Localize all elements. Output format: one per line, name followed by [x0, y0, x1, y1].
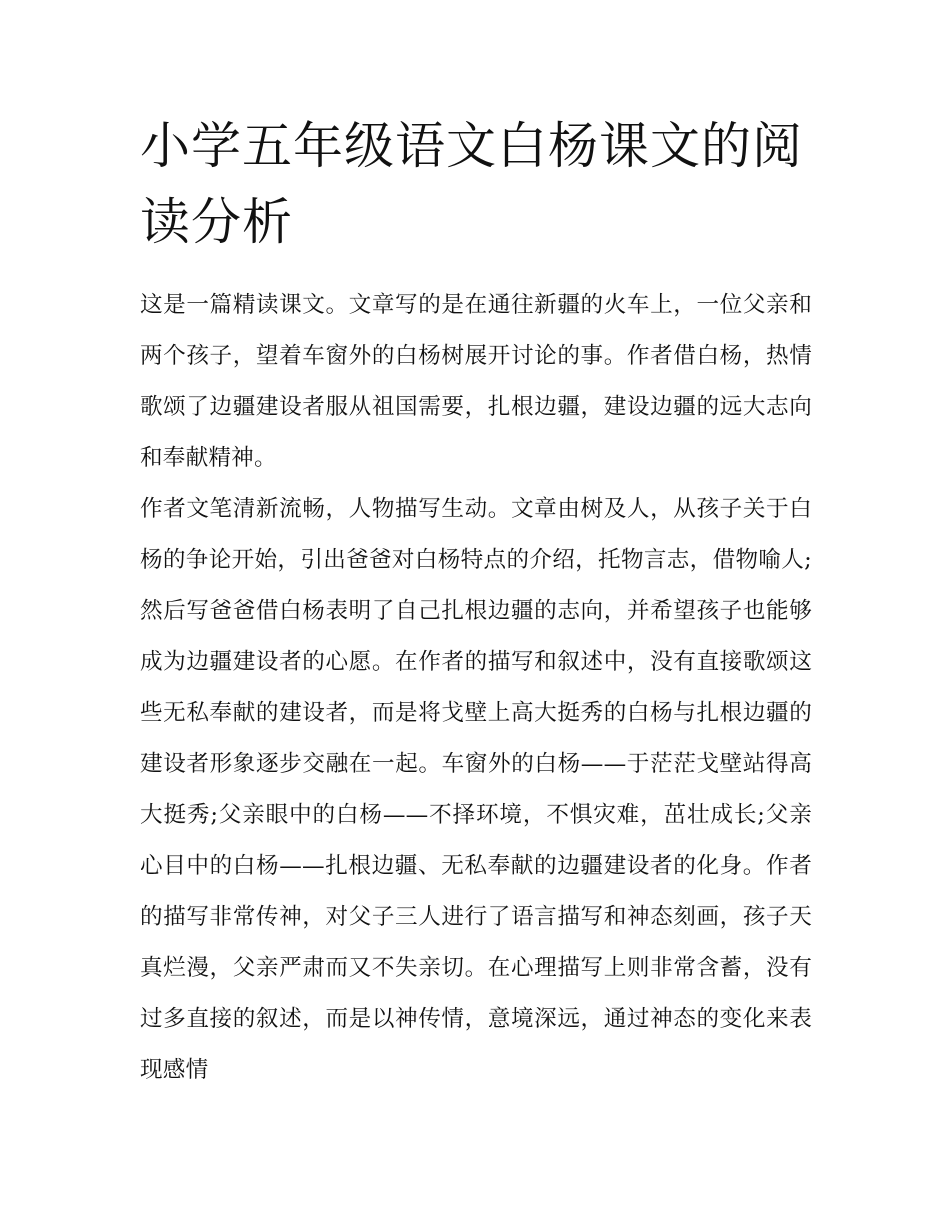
- paragraph-analysis: 作者文笔清新流畅，人物描写生动。文章由树及人，从孩子关于白杨的争论开始，引出爸爸对白杨特点的介绍，托物言志，借物喻人;然后写爸爸借白杨表明了自己扎根边疆的志向，并希望孩子也能够成为边疆建设者的心愿。在作者的描写和叙述中，没有直接歌颂这些无私奉献的建设者，而是将戈壁上高大挺秀的白杨与扎根边疆的建设者形象逐步交融在一起。车窗外的白杨——于茫茫戈壁站得高大挺秀;父亲眼中的白杨——不择环境，不惧灾难，茁壮成长;父亲心目中的白杨——扎根边疆、无私奉献的边疆建设者的化身。作者的描写非常传神，对父子三人进行了语言描写和神态刻画，孩子天真烂漫，父亲严肃而又不失亲切。在心理描写上则非常含蓄，没有过多直接的叙述，而是以神传情，意境深远，通过神态的变化来表现感情: [140, 496, 812, 1083]
- document-title: 小学五年级语文白杨课文的阅读分析: [140, 117, 803, 251]
- document-page: [140, 108, 812, 1096]
- paragraph-intro: 这是一篇精读课文。文章写的是在通往新疆的火车上，一位父亲和两个孩子，望着车窗外的白杨树展开讨论的事。作者借白杨，热情歌颂了边疆建设者服从祖国需要，扎根边疆，建设边疆的远大志向和奉献精神。: [140, 292, 812, 471]
